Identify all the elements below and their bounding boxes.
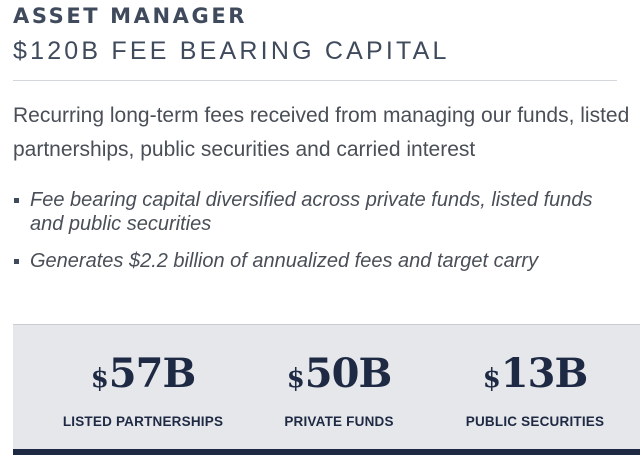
stat-value — [43, 349, 243, 404]
currency-symbol: $ — [482, 364, 501, 394]
stat-label: LISTED PARTNERSHIPS — [62, 414, 224, 429]
divider — [13, 80, 617, 81]
section-subtitle: $120B FEE BEARING CAPITAL — [13, 37, 450, 65]
panel-bottom-bar — [13, 449, 640, 455]
bullet-item — [13, 249, 628, 273]
currency-symbol: $ — [286, 364, 305, 394]
stat-listed-partnerships — [43, 349, 243, 429]
bullet-text: Generates $2.2 billion of annualized fees and target carry — [30, 250, 539, 272]
bullet-text: Fee bearing capital diversified across private funds, listed funds and public securities — [30, 189, 593, 235]
square-bullet-icon — [14, 259, 19, 264]
stat-private-funds — [239, 349, 439, 429]
stat-public-securities — [435, 349, 635, 429]
stat-amount: 50B — [304, 350, 392, 397]
stat-label: PUBLIC SECURITIES — [465, 414, 605, 429]
stat-amount: 57B — [108, 350, 196, 397]
stat-label: PRIVATE FUNDS — [284, 414, 394, 429]
bullet-list — [13, 188, 628, 286]
section-title: ASSET MANAGER — [13, 4, 248, 28]
stat-amount: 13B — [500, 350, 588, 397]
stat-value — [435, 349, 635, 404]
stats-panel — [13, 324, 640, 450]
square-bullet-icon — [14, 198, 19, 203]
intro-paragraph: Recurring long-term fees received from managing our funds, listed partnerships, public securities and carried interest — [13, 104, 630, 161]
stat-value — [239, 349, 439, 404]
bullet-item — [13, 188, 628, 236]
currency-symbol: $ — [90, 364, 109, 394]
